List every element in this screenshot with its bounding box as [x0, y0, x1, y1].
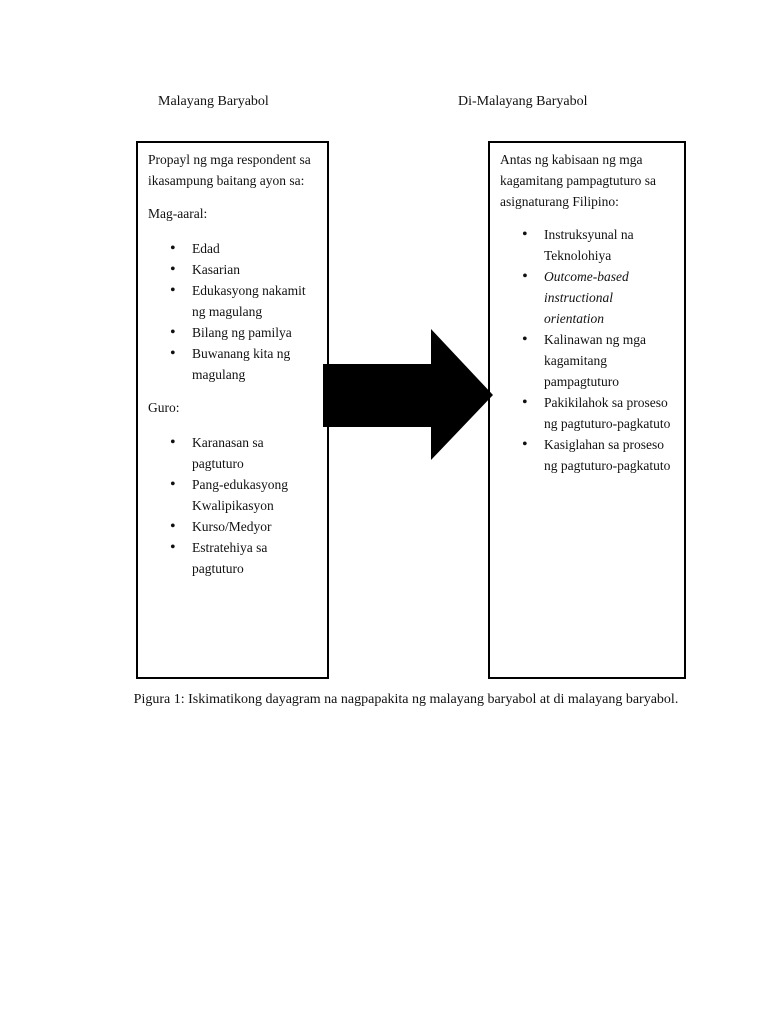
teachers-heading: Guro: [148, 400, 180, 415]
independent-variable-box [136, 141, 329, 679]
list-item: • Outcome-based instructional orientation [500, 266, 674, 329]
list-item: • Kurso/Medyor [148, 516, 317, 537]
independent-intro: Propayl ng mga respondent sa ikasampung baitang ayon sa: [148, 152, 311, 188]
students-heading: Mag-aaral: [148, 206, 208, 221]
independent-variable-title: Malayang Baryabol [158, 94, 269, 109]
teachers-list [148, 432, 317, 579]
students-list [148, 238, 317, 385]
figure-caption: Pigura 1: Iskimatikong dayagram na nagpapakita ng malayang baryabol at di malayang baryabol. [133, 692, 679, 707]
list-item: • Buwanang kita ng magulang [148, 343, 317, 385]
list-item: • Kalinawan ng mga kagamitang pampagtuturo [500, 329, 674, 392]
list-item: • Edukasyong nakamit ng magulang [148, 280, 317, 322]
list-item: • Pakikilahok sa proseso ng pagtuturo-pagkatuto [500, 392, 674, 434]
list-item: • Pang-edukasyong Kwalipikasyon [148, 474, 317, 516]
dependent-list [500, 224, 674, 476]
dependent-variable-title: Di-Malayang Baryabol [458, 94, 588, 109]
dependent-intro: Antas ng kabisaan ng mga kagamitang pampagtuturo sa asignaturang Filipino: [500, 152, 656, 209]
list-item: • Instruksyunal na Teknolohiya [500, 224, 674, 266]
list-item: • Edad [148, 238, 317, 259]
list-item: • Estratehiya sa pagtuturo [148, 537, 317, 579]
list-item: • Kasiglahan sa proseso ng pagtuturo-pagkatuto [500, 434, 674, 476]
dependent-variable-box [488, 141, 686, 679]
list-item: • Bilang ng pamilya [148, 322, 317, 343]
right-arrow-icon [323, 329, 495, 461]
list-item: • Kasarian [148, 259, 317, 280]
list-item: • Karanasan sa pagtuturo [148, 432, 317, 474]
